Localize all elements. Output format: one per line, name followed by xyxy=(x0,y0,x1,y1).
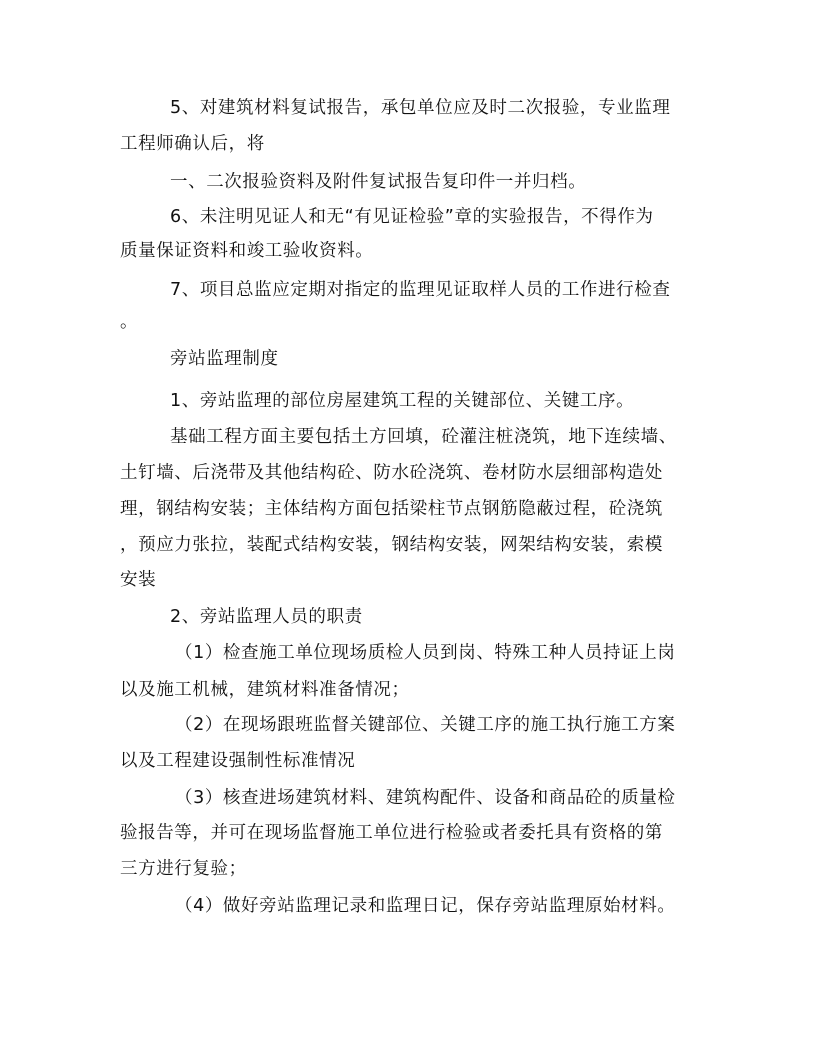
paragraph-line: （3）核查进场建筑材料、建筑构配件、设备和商品砼的质量检 xyxy=(175,788,676,808)
paragraph-line: 理，钢结构安装；主体结构方面包括梁柱节点钢筋隐蔽过程，砼浇筑 xyxy=(120,499,663,519)
paragraph-line: （1）检查施工单位现场质检人员到岗、特殊工种人员持证上岗 xyxy=(175,643,676,663)
paragraph-line: 基础工程方面主要包括土方回填，砼灌注桩浇筑，地下连续墙、 xyxy=(170,427,677,447)
paragraph-line: 6、未注明见证人和无“有见证检验”章的实验报告，不得作为 xyxy=(170,207,654,227)
paragraph-line: 5、对建筑材料复试报告，承包单位应及时二次报验，专业监理 xyxy=(170,98,671,118)
paragraph-line: 安装 xyxy=(120,570,157,590)
paragraph-line: 工程师确认后，将 xyxy=(120,134,265,154)
paragraph-line: （4）做好旁站监理记录和监理日记，保存旁站监理原始材料。 xyxy=(175,896,676,916)
paragraph-line: （2）在现场跟班监督关键部位、关键工序的施工执行施工方案 xyxy=(175,715,676,735)
paragraph-line: 一、二次报验资料及附件复试报告复印件一并归档。 xyxy=(170,172,587,192)
paragraph-line: 以及施工机械，建筑材料准备情况； xyxy=(120,680,410,700)
paragraph-line: 验报告等，并可在现场监督施工单位进行检验或者委托具有资格的第 xyxy=(120,823,663,843)
paragraph-line: 土钉墙、后浇带及其他结构砼、防水砼浇筑、卷材防水层细部构造处 xyxy=(120,463,663,483)
paragraph-line: 1、旁站监理的部位房屋建筑工程的关键部位、关键工序。 xyxy=(170,391,635,411)
paragraph-line: 质量保证资料和竣工验收资料。 xyxy=(120,241,374,261)
paragraph-line: 2、旁站监理人员的职责 xyxy=(170,607,363,627)
paragraph-line: 。 xyxy=(120,312,139,332)
paragraph-line: 三方进行复验； xyxy=(120,859,247,879)
paragraph-line: 7、项目总监应定期对指定的监理见证取样人员的工作进行检查 xyxy=(170,280,671,300)
section-heading: 旁站监理制度 xyxy=(170,349,279,369)
paragraph-line: 以及工程建设强制性标准情况 xyxy=(120,751,356,771)
paragraph-line: ，预应力张拉，装配式结构安装，钢结构安装，网架结构安装，索模 xyxy=(120,535,663,555)
